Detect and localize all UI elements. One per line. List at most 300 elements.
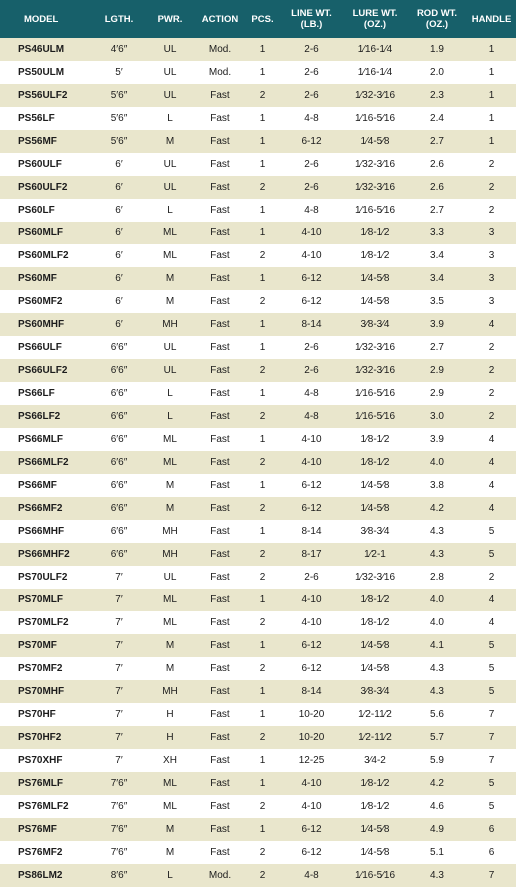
cell-line-weight: 2-6	[304, 158, 319, 170]
cell-lure-weight: 3⁄8-3⁄4	[360, 319, 390, 331]
cell-action: Fast	[210, 663, 230, 675]
table-row	[0, 290, 516, 313]
cell-model: PS70MLF2	[18, 617, 69, 629]
cell-action: Fast	[210, 755, 230, 767]
cell-lure-weight: 1⁄4-5⁄8	[360, 846, 390, 858]
cell-length: 7′	[115, 755, 123, 767]
table-row	[0, 589, 516, 612]
cell-handle: 7	[488, 755, 495, 767]
cell-lure-weight: 1⁄4-5⁄8	[360, 296, 390, 308]
cell-line-weight: 6-12	[301, 640, 322, 652]
cell-model: PS66MHF2	[18, 548, 70, 560]
cell-line-weight: 4-8	[304, 204, 319, 216]
cell-power: UL	[163, 342, 177, 354]
table-row	[0, 38, 516, 61]
cell-model: PS86LM2	[18, 869, 63, 881]
cell-model: PS60MLF	[18, 227, 64, 239]
cell-power: M	[165, 296, 175, 308]
cell-power: L	[167, 410, 173, 422]
cell-handle: 2	[488, 571, 495, 583]
cell-action: Fast	[210, 273, 230, 285]
cell-action: Fast	[210, 525, 230, 537]
cell-rod-weight: 4.2	[430, 777, 444, 789]
cell-handle: 7	[488, 869, 495, 881]
cell-line-weight: 2-6	[304, 365, 319, 377]
header-lure-weight: LURE WT. (OZ.)	[352, 8, 398, 30]
cell-length: 6′6″	[110, 388, 128, 400]
cell-rod-weight: 3.5	[430, 296, 444, 308]
cell-length: 6′6″	[110, 365, 128, 377]
table-row	[0, 153, 516, 176]
cell-pieces: 1	[259, 479, 266, 491]
cell-handle: 1	[488, 112, 495, 124]
cell-rod-weight: 5.7	[430, 732, 444, 744]
table-row	[0, 61, 516, 84]
cell-lure-weight: 1⁄32-3⁄16	[354, 181, 396, 193]
cell-model: PS70MHF	[18, 686, 65, 698]
cell-pieces: 2	[259, 181, 266, 193]
cell-handle: 2	[488, 342, 495, 354]
cell-action: Fast	[210, 181, 230, 193]
cell-pieces: 2	[259, 250, 266, 262]
cell-lure-weight: 1⁄32-3⁄16	[354, 365, 396, 377]
cell-length: 7′6″	[110, 846, 128, 858]
cell-handle: 5	[488, 686, 495, 698]
cell-pieces: 1	[259, 525, 266, 537]
cell-line-weight: 6-12	[301, 823, 322, 835]
cell-rod-weight: 2.6	[430, 181, 444, 193]
cell-rod-weight: 3.9	[430, 319, 444, 331]
cell-rod-weight: 4.3	[430, 663, 444, 675]
cell-length: 7′6″	[110, 777, 128, 789]
cell-line-weight: 4-10	[301, 617, 322, 629]
cell-line-weight: 4-8	[304, 869, 319, 881]
cell-pieces: 1	[259, 319, 266, 331]
cell-handle: 7	[488, 732, 495, 744]
cell-rod-weight: 2.0	[430, 66, 444, 78]
table-row	[0, 841, 516, 864]
cell-rod-weight: 4.6	[430, 800, 444, 812]
cell-model: PS60ULF	[18, 158, 62, 170]
cell-rod-weight: 5.6	[430, 709, 444, 721]
cell-line-weight: 8-14	[301, 319, 322, 331]
cell-handle: 2	[488, 158, 495, 170]
cell-model: PS76MF2	[18, 846, 63, 858]
cell-handle: 5	[488, 640, 495, 652]
cell-action: Fast	[210, 365, 230, 377]
cell-line-weight: 4-10	[301, 594, 322, 606]
cell-handle: 3	[488, 273, 495, 285]
cell-lure-weight: 1⁄32-3⁄16	[354, 571, 396, 583]
cell-rod-weight: 2.3	[430, 89, 444, 101]
cell-length: 6′	[115, 181, 123, 193]
cell-action: Fast	[210, 456, 230, 468]
cell-action: Fast	[210, 227, 230, 239]
table-row	[0, 474, 516, 497]
cell-model: PS70XHF	[18, 755, 63, 767]
table-row	[0, 818, 516, 841]
header-action: ACTION	[201, 13, 239, 25]
cell-handle: 5	[488, 525, 495, 537]
cell-action: Fast	[210, 479, 230, 491]
cell-pieces: 1	[259, 135, 266, 147]
cell-model: PS70HF	[18, 709, 56, 721]
cell-rod-weight: 3.4	[430, 250, 444, 262]
cell-length: 6′6″	[110, 548, 128, 560]
cell-line-weight: 4-10	[301, 800, 322, 812]
header-handle: HANDLE	[471, 13, 512, 25]
cell-power: UL	[163, 158, 177, 170]
cell-handle: 6	[488, 823, 495, 835]
cell-length: 8′6″	[110, 869, 128, 881]
cell-model: PS50ULM	[18, 66, 65, 78]
cell-model: PS70MLF	[18, 594, 64, 606]
header-row	[0, 0, 516, 38]
cell-model: PS76MLF2	[18, 800, 69, 812]
cell-lure-weight: 3⁄4-2	[364, 755, 386, 767]
cell-power: M	[165, 640, 175, 652]
cell-model: PS66MF2	[18, 502, 63, 514]
cell-model: PS66MLF	[18, 433, 64, 445]
cell-length: 6′	[115, 319, 123, 331]
cell-pieces: 1	[259, 777, 266, 789]
table-row	[0, 864, 516, 887]
cell-handle: 4	[488, 617, 495, 629]
cell-line-weight: 10-20	[298, 732, 325, 744]
cell-power: M	[165, 135, 175, 147]
cell-rod-weight: 4.0	[430, 456, 444, 468]
cell-rod-weight: 4.0	[430, 617, 444, 629]
cell-rod-weight: 4.3	[430, 525, 444, 537]
cell-length: 7′	[115, 640, 123, 652]
cell-model: PS60LF	[18, 204, 55, 216]
cell-lure-weight: 1⁄16-5⁄16	[354, 112, 396, 124]
cell-lure-weight: 1⁄4-5⁄8	[360, 273, 390, 285]
cell-rod-weight: 2.9	[430, 365, 444, 377]
cell-power: H	[166, 732, 174, 744]
cell-length: 7′6″	[110, 800, 128, 812]
table-row	[0, 405, 516, 428]
cell-length: 6′	[115, 250, 123, 262]
cell-action: Fast	[210, 594, 230, 606]
cell-length: 6′	[115, 204, 123, 216]
cell-action: Fast	[210, 204, 230, 216]
cell-model: PS66LF	[18, 388, 55, 400]
cell-action: Fast	[210, 89, 230, 101]
cell-pieces: 1	[259, 594, 266, 606]
cell-model: PS60ULF2	[18, 181, 68, 193]
table-row	[0, 130, 516, 153]
cell-pieces: 2	[259, 410, 266, 422]
cell-handle: 6	[488, 846, 495, 858]
cell-handle: 1	[488, 43, 495, 55]
cell-line-weight: 4-10	[301, 227, 322, 239]
cell-rod-weight: 2.6	[430, 158, 444, 170]
cell-line-weight: 4-10	[301, 456, 322, 468]
cell-lure-weight: 1⁄8-1⁄2	[360, 433, 390, 445]
cell-length: 6′6″	[110, 502, 128, 514]
cell-model: PS70HF2	[18, 732, 62, 744]
header-rod-weight: ROD WT. (OZ.)	[416, 8, 458, 30]
cell-pieces: 2	[259, 548, 266, 560]
cell-power: L	[167, 112, 173, 124]
table-row	[0, 244, 516, 267]
cell-length: 6′	[115, 158, 123, 170]
cell-lure-weight: 1⁄8-1⁄2	[360, 800, 390, 812]
cell-length: 7′	[115, 732, 123, 744]
cell-handle: 4	[488, 479, 495, 491]
cell-lure-weight: 3⁄8-3⁄4	[360, 525, 390, 537]
cell-length: 7′	[115, 594, 123, 606]
cell-length: 6′6″	[110, 479, 128, 491]
cell-pieces: 1	[259, 388, 266, 400]
cell-pieces: 2	[259, 732, 266, 744]
cell-lure-weight: 1⁄8-1⁄2	[360, 617, 390, 629]
cell-pieces: 1	[259, 823, 266, 835]
cell-line-weight: 2-6	[304, 43, 319, 55]
cell-lure-weight: 1⁄4-5⁄8	[360, 663, 390, 675]
cell-length: 7′	[115, 663, 123, 675]
cell-lure-weight: 1⁄4-5⁄8	[360, 502, 390, 514]
cell-lure-weight: 1⁄4-5⁄8	[360, 823, 390, 835]
cell-rod-weight: 3.0	[430, 410, 444, 422]
table-row	[0, 657, 516, 680]
cell-power: M	[165, 823, 175, 835]
cell-rod-weight: 3.4	[430, 273, 444, 285]
cell-power: M	[165, 846, 175, 858]
cell-length: 7′	[115, 709, 123, 721]
cell-power: ML	[163, 456, 177, 468]
cell-length: 6′6″	[110, 342, 128, 354]
cell-rod-weight: 2.7	[430, 204, 444, 216]
cell-power: MH	[162, 686, 178, 698]
cell-length: 5′	[115, 66, 123, 78]
cell-lure-weight: 1⁄16-5⁄16	[354, 410, 396, 422]
cell-action: Mod.	[208, 869, 232, 881]
cell-length: 6′6″	[110, 456, 128, 468]
cell-rod-weight: 2.4	[430, 112, 444, 124]
cell-lure-weight: 1⁄8-1⁄2	[360, 594, 390, 606]
cell-line-weight: 2-6	[304, 181, 319, 193]
cell-action: Fast	[210, 777, 230, 789]
cell-handle: 4	[488, 433, 495, 445]
header-length: LGTH.	[104, 13, 134, 25]
cell-action: Fast	[210, 135, 230, 147]
header-line-weight: LINE WT. (LB.)	[291, 8, 332, 30]
cell-line-weight: 2-6	[304, 342, 319, 354]
cell-rod-weight: 4.9	[430, 823, 444, 835]
table-row	[0, 451, 516, 474]
cell-pieces: 2	[259, 800, 266, 812]
cell-action: Mod.	[208, 66, 232, 78]
cell-handle: 1	[488, 66, 495, 78]
cell-lure-weight: 1⁄4-5⁄8	[360, 135, 390, 147]
cell-pieces: 2	[259, 663, 266, 675]
table-row	[0, 680, 516, 703]
cell-power: M	[165, 479, 175, 491]
cell-line-weight: 6-12	[301, 296, 322, 308]
cell-length: 6′6″	[110, 525, 128, 537]
cell-power: ML	[163, 250, 177, 262]
cell-handle: 3	[488, 296, 495, 308]
cell-pieces: 1	[259, 686, 266, 698]
table-row	[0, 520, 516, 543]
cell-line-weight: 2-6	[304, 89, 319, 101]
cell-model: PS66MHF	[18, 525, 65, 537]
cell-handle: 1	[488, 135, 495, 147]
cell-action: Fast	[210, 410, 230, 422]
cell-pieces: 2	[259, 296, 266, 308]
cell-lure-weight: 1⁄2-11⁄2	[358, 709, 392, 721]
cell-pieces: 2	[259, 846, 266, 858]
cell-rod-weight: 3.9	[430, 433, 444, 445]
cell-line-weight: 8-17	[301, 548, 322, 560]
cell-action: Fast	[210, 112, 230, 124]
cell-rod-weight: 4.3	[430, 869, 444, 881]
cell-line-weight: 6-12	[301, 502, 322, 514]
header-model: MODEL	[24, 13, 59, 25]
cell-power: UL	[163, 571, 177, 583]
cell-line-weight: 4-8	[304, 410, 319, 422]
cell-lure-weight: 1⁄32-3⁄16	[354, 158, 396, 170]
cell-pieces: 1	[259, 43, 266, 55]
cell-rod-weight: 2.7	[430, 342, 444, 354]
cell-length: 5′6″	[110, 89, 128, 101]
cell-action: Mod.	[208, 43, 232, 55]
cell-power: ML	[163, 617, 177, 629]
cell-model: PS56MF	[18, 135, 57, 147]
cell-pieces: 1	[259, 273, 266, 285]
cell-line-weight: 4-8	[304, 388, 319, 400]
table-row	[0, 749, 516, 772]
table-header	[0, 0, 516, 38]
cell-action: Fast	[210, 502, 230, 514]
cell-power: ML	[163, 777, 177, 789]
cell-line-weight: 10-20	[298, 709, 325, 721]
cell-rod-weight: 4.1	[430, 640, 444, 652]
cell-power: H	[166, 709, 174, 721]
cell-pieces: 1	[259, 709, 266, 721]
table-row	[0, 726, 516, 749]
cell-power: L	[167, 869, 173, 881]
cell-power: MH	[162, 548, 178, 560]
table-row	[0, 634, 516, 657]
cell-handle: 5	[488, 663, 495, 675]
cell-action: Fast	[210, 342, 230, 354]
cell-rod-weight: 5.9	[430, 755, 444, 767]
cell-model: PS76MF	[18, 823, 57, 835]
cell-pieces: 1	[259, 204, 266, 216]
cell-action: Fast	[210, 548, 230, 560]
cell-power: M	[165, 502, 175, 514]
cell-lure-weight: 1⁄16-1⁄4	[357, 66, 393, 78]
cell-handle: 5	[488, 777, 495, 789]
table-row	[0, 543, 516, 566]
cell-model: PS66MF	[18, 479, 57, 491]
cell-action: Fast	[210, 433, 230, 445]
table-row	[0, 199, 516, 222]
cell-action: Fast	[210, 640, 230, 652]
cell-line-weight: 4-10	[301, 250, 322, 262]
cell-model: PS70ULF2	[18, 571, 68, 583]
cell-model: PS60MF2	[18, 296, 63, 308]
cell-action: Fast	[210, 823, 230, 835]
cell-pieces: 1	[259, 66, 266, 78]
cell-lure-weight: 1⁄16-5⁄16	[354, 869, 396, 881]
cell-power: UL	[163, 89, 177, 101]
cell-lure-weight: 1⁄8-1⁄2	[360, 456, 390, 468]
table-row	[0, 359, 516, 382]
cell-lure-weight: 1⁄16-5⁄16	[354, 388, 396, 400]
cell-handle: 4	[488, 502, 495, 514]
cell-rod-weight: 1.9	[430, 43, 444, 55]
cell-handle: 2	[488, 181, 495, 193]
cell-rod-weight: 4.3	[430, 548, 444, 560]
cell-handle: 4	[488, 594, 495, 606]
cell-rod-weight: 5.1	[430, 846, 444, 858]
cell-lure-weight: 1⁄16-5⁄16	[354, 204, 396, 216]
cell-power: UL	[163, 43, 177, 55]
cell-power: M	[165, 273, 175, 285]
cell-lure-weight: 1⁄2-11⁄2	[358, 732, 392, 744]
cell-length: 5′6″	[110, 135, 128, 147]
cell-lure-weight: 3⁄8-3⁄4	[360, 686, 390, 698]
cell-pieces: 2	[259, 456, 266, 468]
cell-length: 4′6″	[110, 43, 128, 55]
cell-power: MH	[162, 319, 178, 331]
cell-lure-weight: 1⁄16-1⁄4	[357, 43, 393, 55]
cell-action: Fast	[210, 571, 230, 583]
cell-handle: 5	[488, 548, 495, 560]
cell-handle: 2	[488, 388, 495, 400]
cell-power: MH	[162, 525, 178, 537]
cell-model: PS46ULM	[18, 43, 65, 55]
cell-handle: 2	[488, 365, 495, 377]
cell-length: 7′	[115, 686, 123, 698]
cell-lure-weight: 1⁄8-1⁄2	[360, 227, 390, 239]
cell-pieces: 1	[259, 112, 266, 124]
cell-length: 7′6″	[110, 823, 128, 835]
table-row	[0, 611, 516, 634]
cell-rod-weight: 4.3	[430, 686, 444, 698]
cell-length: 7′	[115, 571, 123, 583]
cell-power: ML	[163, 594, 177, 606]
cell-line-weight: 2-6	[304, 66, 319, 78]
table-row	[0, 497, 516, 520]
table-row	[0, 313, 516, 336]
cell-length: 6′6″	[110, 410, 128, 422]
cell-length: 7′	[115, 617, 123, 629]
cell-pieces: 2	[259, 365, 266, 377]
cell-model: PS56LF	[18, 112, 55, 124]
cell-line-weight: 6-12	[301, 479, 322, 491]
cell-lure-weight: 1⁄4-5⁄8	[360, 640, 390, 652]
cell-pieces: 2	[259, 502, 266, 514]
cell-handle: 3	[488, 250, 495, 262]
cell-handle: 1	[488, 89, 495, 101]
cell-pieces: 1	[259, 158, 266, 170]
cell-model: PS60MLF2	[18, 250, 69, 262]
cell-handle: 4	[488, 319, 495, 331]
cell-rod-weight: 3.3	[430, 227, 444, 239]
table-body	[0, 38, 516, 887]
table-row	[0, 267, 516, 290]
cell-action: Fast	[210, 250, 230, 262]
cell-pieces: 1	[259, 755, 266, 767]
cell-length: 6′	[115, 296, 123, 308]
cell-action: Fast	[210, 686, 230, 698]
cell-line-weight: 8-14	[301, 525, 322, 537]
